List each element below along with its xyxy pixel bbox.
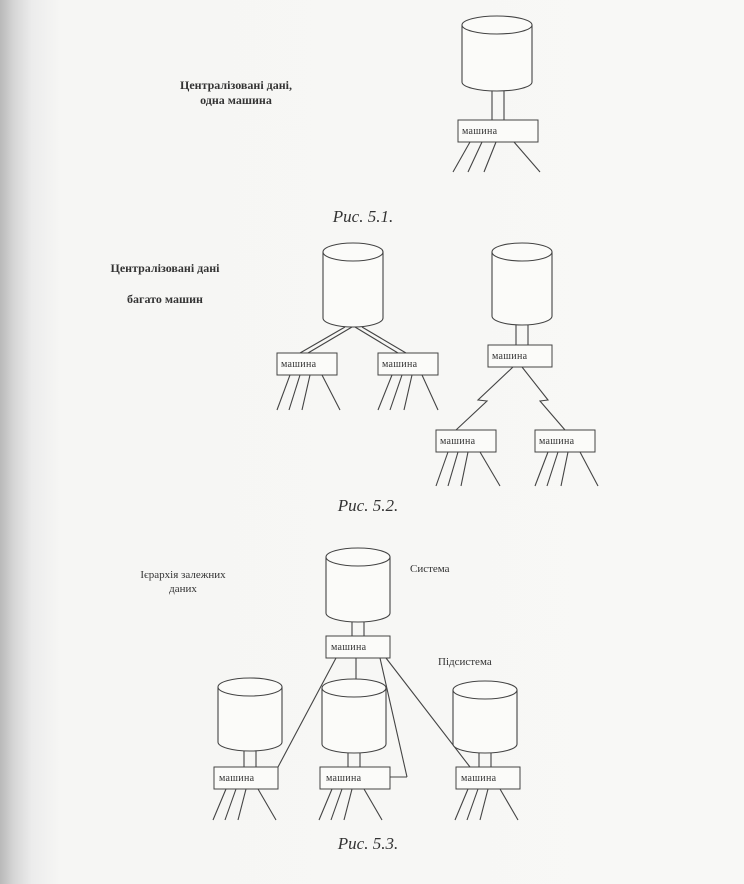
- fig1-caption: Рис. 5.1.: [332, 207, 394, 226]
- fig2-right-database-cylinder: [492, 243, 552, 325]
- fig3-machine-label-left: машина: [219, 773, 255, 784]
- fig2-left-database-cylinder: [323, 243, 383, 327]
- fig3-caption: Рис. 5.3.: [337, 834, 399, 853]
- fig1-machine-label: машина: [462, 126, 498, 137]
- fig2-machine-label-left: машина: [281, 359, 317, 370]
- fig3-subsystem-label: Підсистема: [438, 656, 492, 668]
- fig3-title-line2: даних: [169, 583, 197, 595]
- fig1-terminal-lines: [453, 142, 540, 172]
- fig2-caption: Рис. 5.2.: [337, 496, 399, 515]
- fig1-database-cylinder: [462, 16, 532, 91]
- fig2-link-lightning-left: [456, 367, 513, 430]
- figure-5-1: [180, 16, 540, 226]
- fig2-machine-label-bottom-left: машина: [440, 436, 476, 447]
- fig3-system-database-cylinder: [326, 548, 390, 622]
- fig1-title-line2: одна машина: [200, 93, 272, 107]
- fig3-title-line1: Ієрархія залежних: [140, 569, 226, 581]
- fig3-terminal-lines: [213, 789, 518, 820]
- figure-5-2: [111, 243, 598, 515]
- fig2-title-line1: Централізовані дані: [110, 261, 220, 275]
- fig3-machine-label-middle: машина: [326, 773, 362, 784]
- fig2-link-lightning-right: [522, 367, 565, 430]
- fig2-title-line2: багато машин: [127, 292, 203, 306]
- fig3-system-machine-label: машина: [331, 642, 367, 653]
- figure-5-3: [140, 548, 520, 853]
- fig2-machine-label-right-top: машина: [492, 351, 528, 362]
- fig1-title-line1: Централізовані дані,: [180, 78, 292, 92]
- fig2-machine-label-bottom-right: машина: [539, 436, 575, 447]
- fig3-subsystem-middle-database-cylinder: [322, 679, 386, 753]
- fig3-subsystem-right-database-cylinder: [453, 681, 517, 753]
- fig3-machine-label-right: машина: [461, 773, 497, 784]
- fig2-machine-label-mid: машина: [382, 359, 418, 370]
- fig3-subsystem-left-database-cylinder: [218, 678, 282, 751]
- fig3-system-label: Система: [410, 563, 450, 575]
